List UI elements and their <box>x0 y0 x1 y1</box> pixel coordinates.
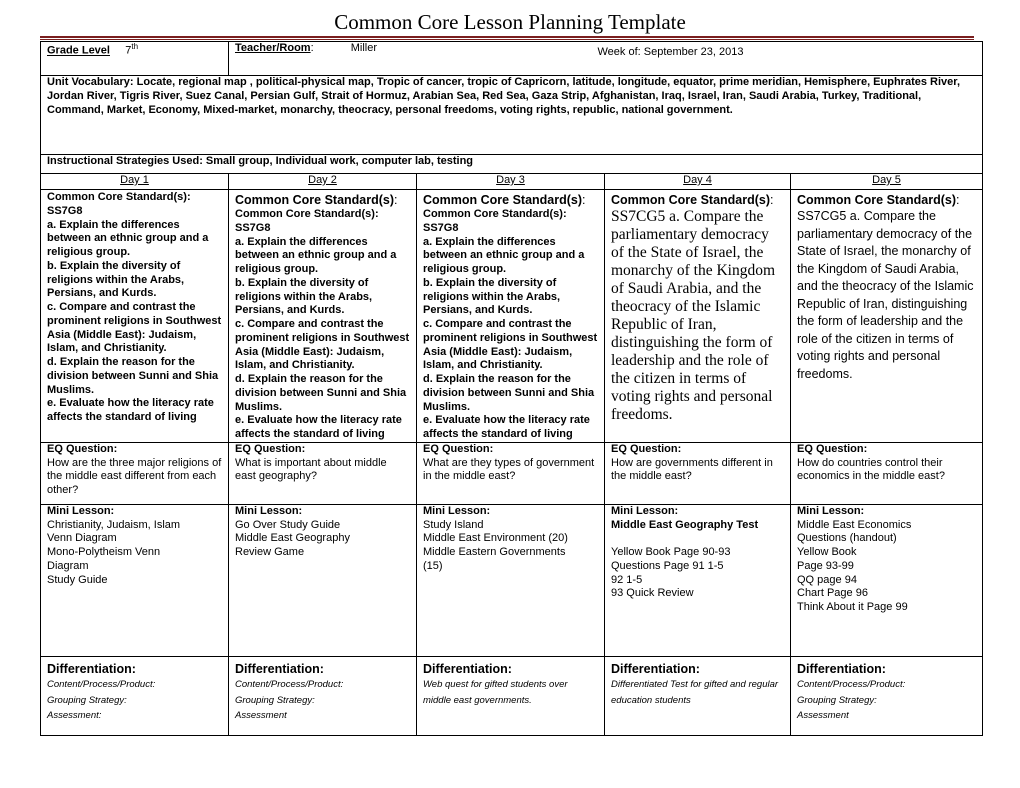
mini-lesson-line: Venn Diagram <box>47 532 117 545</box>
mini-lesson-line: Page 93-99 <box>797 559 854 572</box>
day-5-mini-lesson <box>791 504 983 656</box>
standard-item-b: b. Explain the diversity of religions within the Arabs, Persians, and Kurds. <box>47 259 185 300</box>
mini-lesson-line: Middle East Geography Test <box>611 518 759 531</box>
standards-heading-colon: : <box>582 193 586 207</box>
eq-label: EQ Question: <box>235 442 306 455</box>
mini-lesson-label: Mini Lesson: <box>47 504 115 517</box>
standard-item-a: a. Explain the differences between an ethnic group and a religious group. <box>235 235 397 275</box>
mini-lesson-line: Yellow Book <box>797 546 857 558</box>
eq-label: EQ Question: <box>423 442 494 455</box>
standard-item-b: b. Explain the diversity of religions within the Arabs, Persians, and Kurds. <box>423 276 561 317</box>
mini-lesson-line: Chart Page 96 <box>797 587 868 600</box>
lesson-plan-table <box>40 41 983 736</box>
standards-heading: Common Core Standard(s) <box>611 193 771 207</box>
eq-row <box>41 442 983 504</box>
day-1-standards <box>41 190 229 443</box>
strategies-row <box>41 155 983 174</box>
day-5-standards <box>791 190 983 443</box>
mini-lesson-line: QQ page 94 <box>797 573 857 586</box>
mini-lesson-label: Mini Lesson: <box>611 504 679 517</box>
differentiation-note: Web quest for gifted students over middle east governments. <box>423 679 568 706</box>
teacher-cell <box>229 42 983 76</box>
standards-heading: Common Core Standard(s) <box>797 193 957 207</box>
mini-lesson-line: Questions (handout) <box>797 532 897 545</box>
grouping-strategy: Grouping Strategy: <box>797 694 877 706</box>
day-3-differentiation <box>417 656 605 735</box>
differentiation-label: Differentiation: <box>47 661 136 676</box>
eq-question: What is important about middle east geography? <box>235 456 387 483</box>
teacher-name: Miller <box>350 42 377 54</box>
standard-item-d: d. Explain the reason for the division between Sunni and Shia Muslims. <box>423 373 595 413</box>
differentiation-note: Differentiated Test for gifted and regular education students <box>611 679 779 706</box>
mini-lesson-line: (15) <box>423 559 443 572</box>
standards-label: Common Core Standard(s): <box>47 191 191 203</box>
day-1-mini-lesson <box>41 504 229 656</box>
mini-lesson-line: Questions Page 91 1-5 <box>611 559 724 572</box>
assessment: Assessment <box>235 709 287 721</box>
standards-code: SS7G8 <box>235 221 271 234</box>
day-2-differentiation <box>229 656 417 735</box>
title-rule <box>40 36 974 38</box>
standards-code: SS7G8 <box>47 204 83 217</box>
standards-label: Common Core Standard(s): <box>423 208 567 220</box>
grade-level-value: 7 <box>125 44 132 57</box>
mini-lesson-line: Middle East Geography <box>235 532 350 545</box>
eq-question: How are governments different in the middle east? <box>611 456 773 483</box>
standard-item-e: e. Evaluate how the literacy rate affects the standard of living <box>47 397 214 423</box>
standard-item-b: b. Explain the diversity of religions within the Arabs, Persians, and Kurds. <box>235 276 373 317</box>
grade-level-label: Grade Level <box>47 44 110 57</box>
standard-item-c: c. Compare and contrast the prominent religions in Southwest Asia (Middle East): Judaism, Islam, and Christianity. <box>47 301 222 355</box>
mini-lesson-line: Christianity, Judaism, Islam <box>47 518 181 531</box>
differentiation-row <box>41 656 983 735</box>
day-2-mini-lesson <box>229 504 417 656</box>
mini-lesson-line: Mono-Polytheism Venn <box>47 546 161 558</box>
standards-code: SS7G8 <box>423 221 459 234</box>
teacher-room-label: Teacher/Room <box>235 42 311 54</box>
header-row <box>41 42 983 76</box>
eq-label: EQ Question: <box>797 442 868 455</box>
standard-item-c: c. Compare and contrast the prominent religions in Southwest Asia (Middle East): Judaism, Islam, and Christianity. <box>423 318 598 372</box>
standards-label: Common Core Standard(s): <box>235 208 379 220</box>
standard-item-c: c. Compare and contrast the prominent religions in Southwest Asia (Middle East): Judaism, Islam, and Christianity. <box>235 318 410 372</box>
mini-lesson-line: Middle East Environment (20) <box>423 532 568 545</box>
day-1-heading: Day 1 <box>120 174 149 186</box>
unit-vocabulary: Unit Vocabulary: Locate, regional map , political-physical map, Tropic of cancer, tropic of Capricorn, latitude, longitude, equator, prime meridian, Hemisphere, Euphrates River, Jordan River, Tigris River, Suez Canal, Persian Gulf, Strait of Hormuz, Arabian Sea, Red Sea, Gaza Strip, Afghanistan, Iraq, Israel, Iran, Saudi Arabia, Turkey, Traditional, Command, Market, Economy, Mixed-market, monarchy, theocracy, personal freedoms, voting rights, republic, national government. <box>41 76 983 155</box>
day-4-heading: Day 4 <box>683 174 712 186</box>
day-5-standard-text: SS7CG5 a. Compare the parliamentary democracy of the State of Israel, the monarchy of the Kingdom of Saudi Arabia, and the theocracy of the Islamic Republic of Iran, distinguishing the form of leadership and the role of the citizen in terms of voting rights and personal freedoms. <box>797 209 974 381</box>
standards-heading-colon: : <box>956 193 960 207</box>
mini-lesson-label: Mini Lesson: <box>235 504 303 517</box>
differentiation-label: Differentiation: <box>797 661 886 676</box>
standards-heading-colon: : <box>394 193 398 207</box>
differentiation-label: Differentiation: <box>611 661 700 676</box>
standard-item-d: d. Explain the reason for the division between Sunni and Shia Muslims. <box>47 356 219 396</box>
day-3-standards <box>417 190 605 443</box>
mini-lesson-line: Go Over Study Guide <box>235 518 341 531</box>
mini-lesson-line: Yellow Book Page 90-93 <box>611 546 731 558</box>
instructional-strategies: Instructional Strategies Used: Small group, Individual work, computer lab, testing <box>41 155 983 174</box>
mini-lesson-line: Study Guide <box>47 573 108 586</box>
day-5-differentiation <box>791 656 983 735</box>
day-2-heading: Day 2 <box>308 174 337 186</box>
day-heading-row <box>41 174 983 190</box>
differentiation-label: Differentiation: <box>423 661 512 676</box>
day-2-standards <box>229 190 417 443</box>
mini-lesson-line: Study Island <box>423 518 484 531</box>
mini-lesson-label: Mini Lesson: <box>797 504 865 517</box>
day-4-differentiation <box>605 656 791 735</box>
content-process-product: Content/Process/Product: <box>47 679 156 691</box>
standards-heading-colon: : <box>770 193 774 207</box>
standards-heading: Common Core Standard(s) <box>235 193 395 207</box>
week-of: Week of: September 23, 2013 <box>597 45 744 58</box>
mini-lesson-line: 93 Quick Review <box>611 587 694 600</box>
day-3-mini-lesson <box>417 504 605 656</box>
teacher-room-colon: : <box>310 42 314 54</box>
mini-lesson-line: Think About it Page 99 <box>797 601 908 613</box>
title-rule-thin <box>40 39 974 40</box>
eq-question: How do countries control their economics in the middle east? <box>797 456 945 483</box>
standard-item-e: e. Evaluate how the literacy rate affects the standard of living <box>235 414 402 440</box>
vocabulary-row <box>41 76 983 155</box>
day-1-eq <box>41 442 229 504</box>
day-4-standards <box>605 190 791 443</box>
grade-level-cell <box>41 42 229 76</box>
content-process-product: Content/Process/Product: <box>797 679 906 691</box>
mini-lesson-line: Diagram <box>47 559 89 572</box>
grouping-strategy: Grouping Strategy: <box>47 694 127 706</box>
mini-lesson-line: Middle East Economics <box>797 518 912 531</box>
day-4-mini-lesson <box>605 504 791 656</box>
day-4-standard-text: SS7CG5 a. Compare the parliamentary democracy of the State of Israel, the monarchy of the Kingdom of Saudi Arabia, and the theocracy of the Islamic Republic of Iran, distinguishing the form of leadership and the role of the citizen in terms of voting rights and personal freedoms. <box>611 208 776 423</box>
standards-heading: Common Core Standard(s) <box>423 193 583 207</box>
content-process-product: Content/Process/Product: <box>235 679 344 691</box>
mini-lesson-row <box>41 504 983 656</box>
day-5-eq <box>791 442 983 504</box>
mini-lesson-line: 92 1-5 <box>611 573 643 586</box>
mini-lesson-line: Review Game <box>235 546 305 558</box>
standard-item-d: d. Explain the reason for the division between Sunni and Shia Muslims. <box>235 373 407 413</box>
standard-item-a: a. Explain the differences between an ethnic group and a religious group. <box>423 235 585 275</box>
differentiation-label: Differentiation: <box>235 661 324 676</box>
day-3-heading: Day 3 <box>496 174 525 186</box>
day-1-differentiation <box>41 656 229 735</box>
eq-question: What are they types of government in the middle east? <box>423 456 595 483</box>
grade-level-suffix: th <box>131 42 139 51</box>
eq-label: EQ Question: <box>611 442 682 455</box>
grouping-strategy: Grouping Strategy: <box>235 694 315 706</box>
day-4-eq <box>605 442 791 504</box>
standard-item-a: a. Explain the differences between an ethnic group and a religious group. <box>47 218 209 258</box>
mini-lesson-line <box>611 532 784 546</box>
day-5-heading: Day 5 <box>872 174 901 186</box>
mini-lesson-label: Mini Lesson: <box>423 504 491 517</box>
assessment: Assessment: <box>47 709 102 721</box>
assessment: Assessment <box>797 709 849 721</box>
eq-label: EQ Question: <box>47 442 118 455</box>
day-3-eq <box>417 442 605 504</box>
day-2-eq <box>229 442 417 504</box>
page-title: Common Core Lesson Planning Template <box>334 10 686 34</box>
standards-row <box>41 190 983 443</box>
mini-lesson-line: Middle Eastern Governments <box>423 546 566 558</box>
eq-question: How are the three major religions of the middle east different from each other? <box>47 456 222 496</box>
standard-item-e: e. Evaluate how the literacy rate affects the standard of living <box>423 414 590 440</box>
